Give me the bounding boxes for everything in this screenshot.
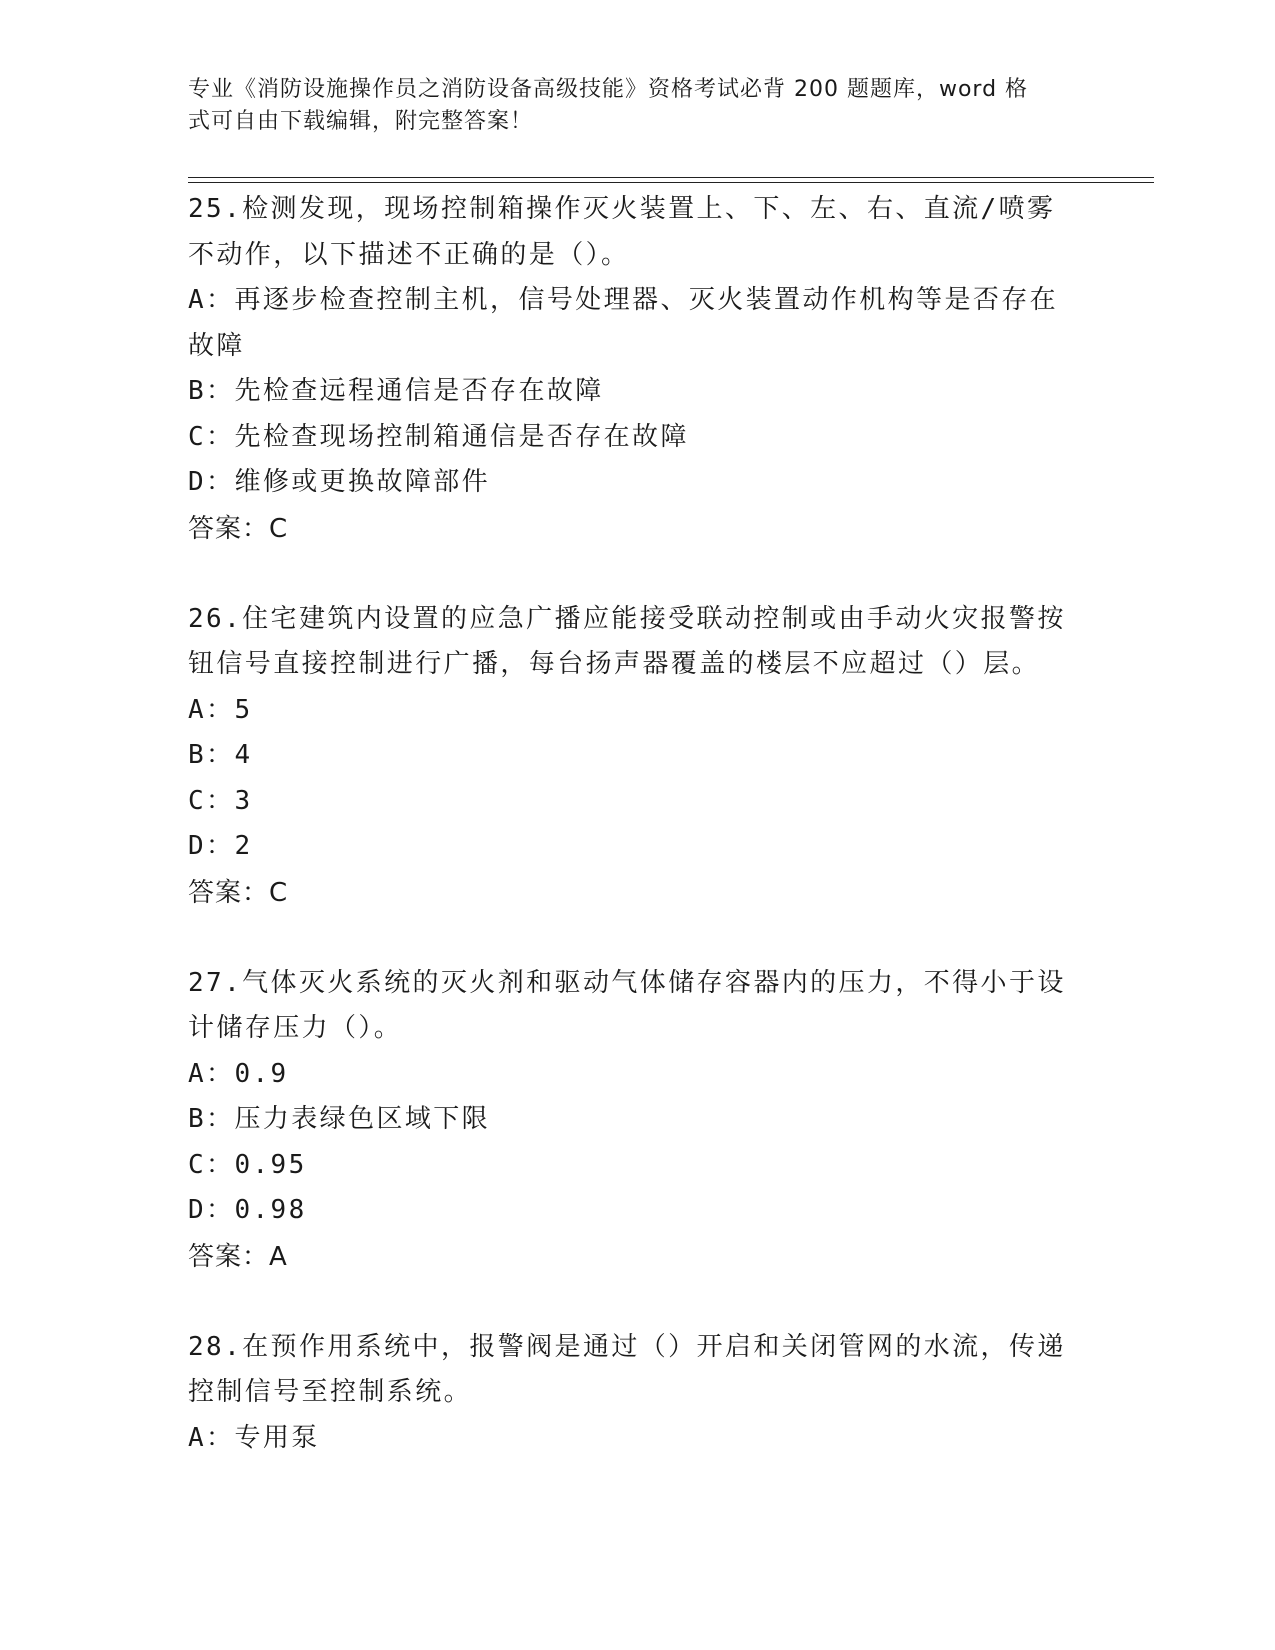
answer-option-line: A：专用泵 xyxy=(188,1422,320,1453)
question-list xyxy=(188,187,1088,1461)
question-stem-line: 27.气体灭火系统的灭火剂和驱动气体储存容器内的压力，不得小于设 xyxy=(188,967,1066,998)
answer-option-line: A：5 xyxy=(188,694,253,725)
question-stem-line: 控制信号至控制系统。 xyxy=(188,1377,473,1407)
answer-option-line: C：0.95 xyxy=(188,1149,307,1180)
question-item xyxy=(188,597,1088,916)
answer-option-line: D：2 xyxy=(188,831,253,861)
answer-option-line: 故障 xyxy=(188,330,245,361)
answer-option-line: A：0.9 xyxy=(188,1058,289,1089)
answer-option-line: B：4 xyxy=(188,740,253,770)
answer-option-line: D：0.98 xyxy=(188,1195,307,1225)
answer-key: 答案：A xyxy=(188,1241,288,1272)
question-stem-line: 28.在预作用系统中，报警阀是通过（）开启和关闭管网的水流，传递 xyxy=(188,1331,1066,1362)
answer-option-line: B：压力表绿色区域下限 xyxy=(188,1104,491,1134)
header-line-1: 专业《消防设施操作员之消防设备高级技能》资格考试必背 200 题题库，word 格 xyxy=(188,77,1029,102)
question-stem-line: 不动作，以下描述不正确的是（）。 xyxy=(188,239,630,270)
answer-option-line: C：3 xyxy=(188,785,253,816)
header-divider-top xyxy=(188,177,1154,178)
header-line-2: 式可自由下载编辑，附完整答案！ xyxy=(188,109,534,134)
question-item xyxy=(188,961,1088,1280)
answer-option-line: D：维修或更换故障部件 xyxy=(188,467,491,497)
answer-option-line: B：先检查远程通信是否存在故障 xyxy=(188,376,604,406)
question-item xyxy=(188,1325,1088,1462)
question-stem-line: 钮信号直接控制进行广播，每台扬声器覆盖的楼层不应超过（）层。 xyxy=(188,649,1041,679)
answer-key: 答案：C xyxy=(188,513,289,544)
document-header xyxy=(188,74,1068,138)
answer-key: 答案：C xyxy=(188,877,289,908)
answer-option-line: C：先检查现场控制箱通信是否存在故障 xyxy=(188,421,689,452)
answer-option-line: A：再逐步检查控制主机，信号处理器、灭火装置动作机构等是否存在 xyxy=(188,285,1059,315)
question-item xyxy=(188,187,1088,552)
question-stem-line: 26.住宅建筑内设置的应急广播应能接受联动控制或由手动火灾报警按 xyxy=(188,603,1066,634)
question-stem-line: 25.检测发现，现场控制箱操作灭火装置上、下、左、右、直流/喷雾 xyxy=(188,194,1056,224)
question-stem-line: 计储存压力（）。 xyxy=(188,1013,403,1043)
header-divider-bottom xyxy=(188,182,1154,183)
